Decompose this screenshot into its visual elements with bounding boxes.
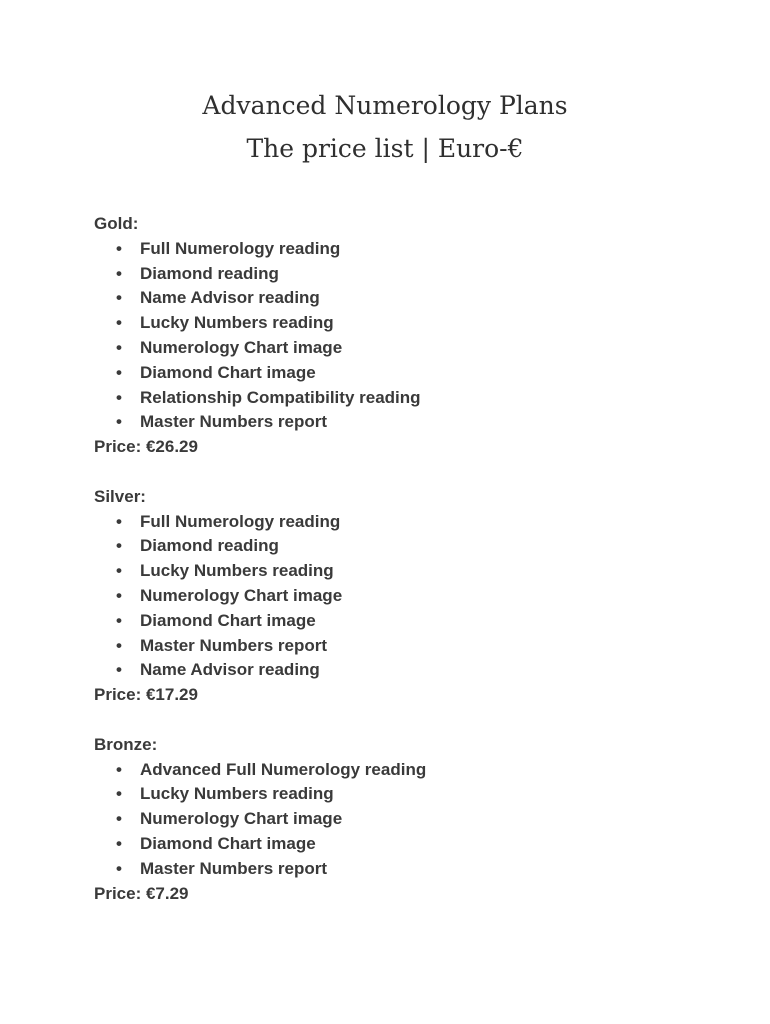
list-item <box>94 758 714 783</box>
bullet-icon: • <box>116 238 122 258</box>
list-item <box>94 807 714 832</box>
document-title <box>0 84 770 170</box>
bullet-icon: • <box>116 362 122 382</box>
bullet-icon: • <box>116 412 122 432</box>
feature-label: Relationship Compatibility reading <box>140 387 421 407</box>
bullet-icon: • <box>116 313 122 333</box>
bullet-icon: • <box>116 635 122 655</box>
feature-list <box>94 758 714 882</box>
list-item <box>94 534 714 559</box>
list-item <box>94 609 714 634</box>
list-item <box>94 832 714 857</box>
feature-label: Advanced Full Numerology reading <box>140 759 427 779</box>
bullet-icon: • <box>116 511 122 531</box>
bullet-icon: • <box>116 585 122 605</box>
bullet-icon: • <box>116 610 122 630</box>
list-item <box>94 311 714 336</box>
plans-list <box>94 212 714 931</box>
feature-label: Diamond Chart image <box>140 833 316 853</box>
bullet-icon: • <box>116 784 122 804</box>
feature-label: Numerology Chart image <box>140 337 343 357</box>
feature-label: Master Numbers report <box>140 412 328 432</box>
bullet-icon: • <box>116 660 122 680</box>
list-item <box>94 410 714 435</box>
feature-label: Lucky Numbers reading <box>140 561 334 581</box>
list-item <box>94 386 714 411</box>
plan-name: Silver: <box>94 486 146 506</box>
list-item <box>94 336 714 361</box>
title-line-plans: Advanced Numerology Plans <box>202 91 568 120</box>
feature-label: Name Advisor reading <box>140 288 320 308</box>
plan-price: Price: €7.29 <box>94 883 189 903</box>
feature-label: Diamond Chart image <box>140 362 316 382</box>
feature-label: Numerology Chart image <box>140 809 343 829</box>
plan-price: Price: €26.29 <box>94 437 198 457</box>
list-item <box>94 559 714 584</box>
list-item <box>94 237 714 262</box>
bullet-icon: • <box>116 759 122 779</box>
list-item <box>94 782 714 807</box>
list-item <box>94 286 714 311</box>
bullet-icon: • <box>116 809 122 829</box>
feature-label: Master Numbers report <box>140 858 328 878</box>
bullet-icon: • <box>116 387 122 407</box>
plan-name: Gold: <box>94 214 139 233</box>
feature-label: Name Advisor reading <box>140 660 320 680</box>
bullet-icon: • <box>116 263 122 283</box>
feature-label: Diamond Chart image <box>140 610 316 630</box>
plan-bronze <box>94 733 714 907</box>
feature-label: Lucky Numbers reading <box>140 313 334 333</box>
feature-label: Diamond reading <box>140 536 279 556</box>
list-item <box>94 634 714 659</box>
list-item <box>94 361 714 386</box>
feature-label: Numerology Chart image <box>140 585 343 605</box>
list-item <box>94 857 714 882</box>
plan-silver <box>94 485 714 708</box>
plan-price: Price: €17.29 <box>94 685 198 705</box>
bullet-icon: • <box>116 337 122 357</box>
list-item <box>94 510 714 535</box>
feature-list <box>94 237 714 435</box>
list-item <box>94 658 714 683</box>
plan-name: Bronze: <box>94 734 158 754</box>
feature-label: Lucky Numbers reading <box>140 784 334 804</box>
bullet-icon: • <box>116 858 122 878</box>
plan-gold <box>94 212 714 460</box>
feature-label: Master Numbers report <box>140 635 328 655</box>
list-item <box>94 584 714 609</box>
bullet-icon: • <box>116 561 122 581</box>
bullet-icon: • <box>116 536 122 556</box>
bullet-icon: • <box>116 833 122 853</box>
title-line-price-list: The price list | Euro-€ <box>246 134 524 163</box>
feature-label: Full Numerology reading <box>140 511 341 531</box>
feature-label: Full Numerology reading <box>140 238 341 258</box>
feature-label: Diamond reading <box>140 263 279 283</box>
list-item <box>94 262 714 287</box>
feature-list <box>94 510 714 684</box>
bullet-icon: • <box>116 288 122 308</box>
